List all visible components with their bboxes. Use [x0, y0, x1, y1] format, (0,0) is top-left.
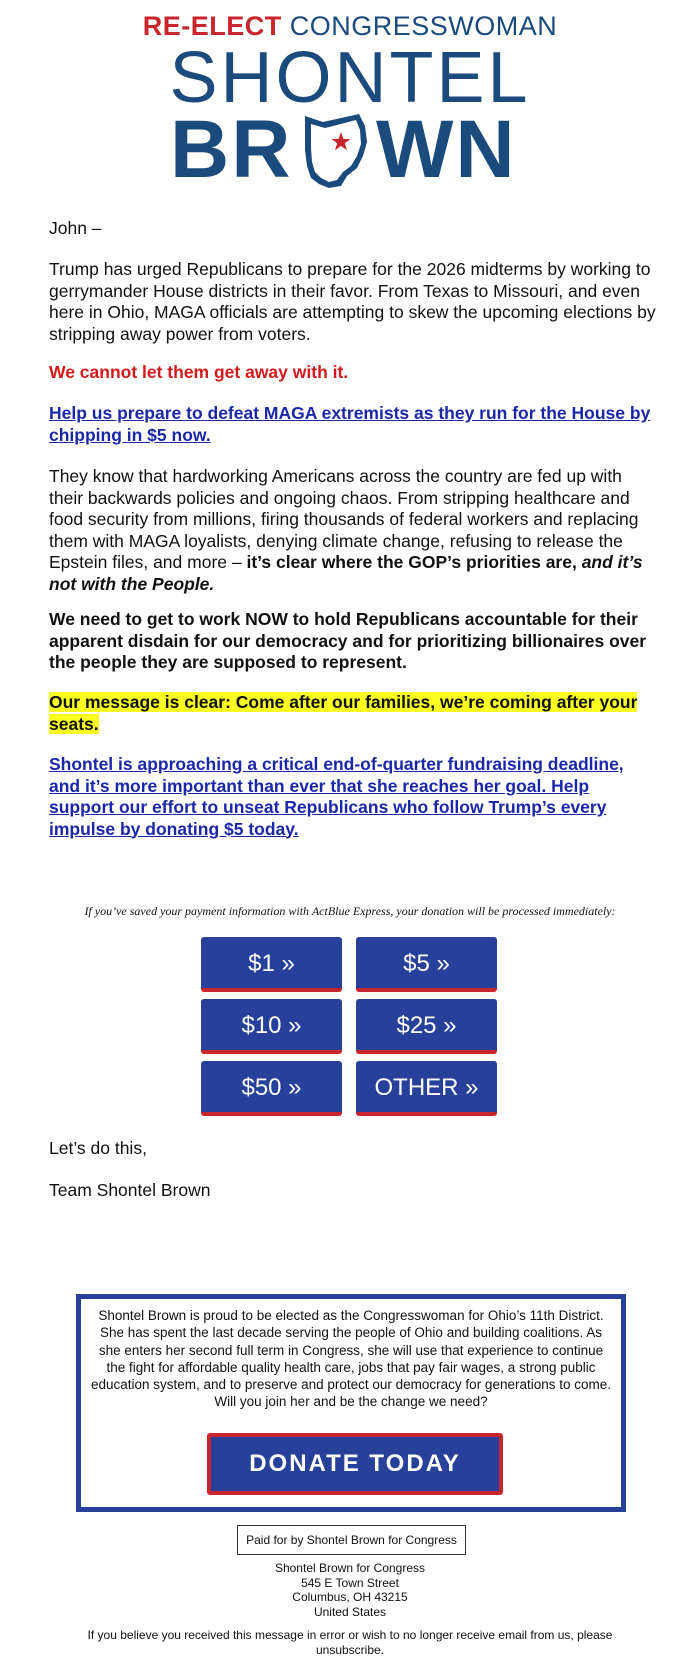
- paragraph-1: [49, 259, 659, 345]
- paragraph-2: [49, 362, 659, 384]
- paragraph-4-bold: it’s clear where the GOP’s priorities are,: [246, 552, 582, 572]
- donate-10-button[interactable]: $10 »: [201, 999, 342, 1054]
- closing-text: Let’s do this,: [49, 1138, 147, 1158]
- address-org: Shontel Brown for Congress: [274, 1561, 426, 1575]
- donate-50-button[interactable]: $50 »: [201, 1061, 342, 1116]
- donate-5-button[interactable]: $5 »: [356, 937, 497, 992]
- paragraph-3: [49, 403, 659, 446]
- signature-text: Team Shontel Brown: [49, 1180, 211, 1200]
- paragraph-5: [49, 609, 659, 674]
- paragraph-6: [49, 692, 659, 735]
- paragraph-7: [49, 754, 659, 840]
- paragraph-4: [49, 466, 659, 595]
- closing: [49, 1138, 659, 1160]
- address-city: Columbus, OH 43215: [292, 1590, 408, 1604]
- logo-last-name-right: WN: [376, 104, 517, 195]
- logo-last-name-left: BR: [170, 104, 293, 195]
- ohio-state-icon: [301, 112, 373, 190]
- paid-for-disclaimer: Paid for by Shontel Brown for Congress: [237, 1525, 466, 1555]
- donate-other-button[interactable]: OTHER »: [356, 1061, 497, 1116]
- paragraph-4-regular: They know that hardworking Americans across the country are fed up with their backwards policies and ongoing chaos. From stripping healthcare and food security from millions, firing thousands of federal workers and replacing them with MAGA loyalists, denying climate change, refusing to release the Epstein files, and more –: [49, 466, 639, 572]
- greeting: [49, 218, 659, 240]
- fundraising-deadline-link[interactable]: Shontel is approaching a critical end-of-quarter fundraising deadline, and it’s more important than ever that she reaches her goal. Help support our effort to unseat Republicans who follow Trump’s every impulse by donating $5 today.: [49, 754, 624, 839]
- unsubscribe-footer: [70, 1628, 630, 1657]
- paragraph-4-bold-italic: and it’s not with the People.: [49, 552, 643, 594]
- about-box: [76, 1294, 626, 1512]
- donate-25-button[interactable]: $25 »: [356, 999, 497, 1054]
- unsubscribe-link[interactable]: unsubscribe.: [315, 1642, 385, 1657]
- logo-reelect-text: RE-ELECT: [142, 11, 282, 41]
- paragraph-5-text: We need to get to work NOW to hold Republicans accountable for their apparent disdain for our democracy and for prioritizing billionaires over the people they are supposed to represent.: [49, 609, 647, 672]
- donate-today-button[interactable]: DONATE TODAY: [207, 1433, 503, 1495]
- logo-first-name: SHONTEL: [169, 38, 531, 118]
- paragraph-1-text: Trump has urged Republicans to prepare for the 2026 midterms by working to gerrymander House districts in their favor. From Texas to Missouri, and even here in Ohio, MAGA officials are attempting to skew the upcoming elections by stripping away power from voters.: [49, 259, 656, 344]
- signature: [49, 1180, 659, 1202]
- campaign-logo: [0, 6, 700, 195]
- highlighted-message: Our message is clear: Come after our families, we’re coming after your seats.: [49, 692, 638, 734]
- alert-text: We cannot let them get away with it.: [49, 362, 349, 382]
- greeting-text: John –: [49, 218, 102, 238]
- donate-1-button[interactable]: $1 »: [201, 937, 342, 992]
- footer-text: If you believe you received this message in error or wish to no longer receive email from us, please: [87, 1628, 613, 1642]
- mailing-address: [0, 1561, 700, 1619]
- address-street: 545 E Town Street: [301, 1575, 399, 1590]
- about-text: Shontel Brown is proud to be elected as the Congresswoman for Ohio’s 11th District. She has spent the last decade serving the people of Ohio and building coalitions. As she enters her second full term in Congress, she will use that experience to continue the fight for affordable quality health care, jobs that pay fair wages, a strong public education system, and to preserve and protect our democracy for generations to come. Will you join her and be the change we need?: [90, 1308, 612, 1410]
- actblue-express-note: If you’ve saved your payment information with ActBlue Express, your donation will be processed immediately:: [84, 904, 616, 918]
- paragraph-4-text: [49, 466, 659, 595]
- donate-5-link[interactable]: Help us prepare to defeat MAGA extremists as they run for the House by chipping in $5 now.: [49, 403, 651, 445]
- logo-congresswoman-text: CONGRESSWOMAN: [289, 11, 558, 41]
- logo-last-name: [170, 104, 530, 195]
- address-country: United States: [313, 1604, 387, 1619]
